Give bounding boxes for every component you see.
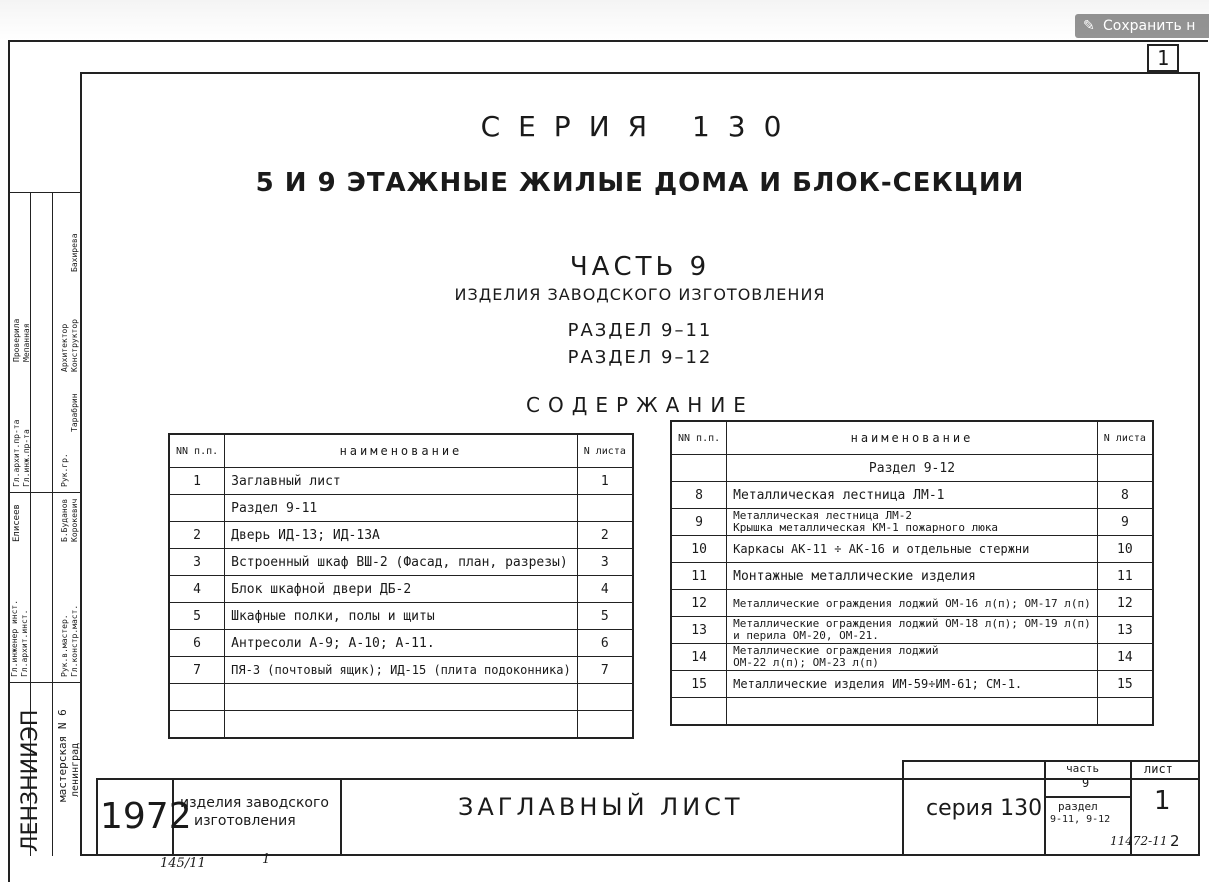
table-header-row [169,434,633,468]
save-button[interactable] [1075,14,1209,38]
role-group-head: Рук.гр. [60,453,69,487]
section-1-label: РАЗДЕЛ 9–11 [567,320,713,341]
col-header-name: наименование [225,434,578,468]
stamp-category-line2: изготовления [194,813,296,829]
table-row: 9 Металлическая лестница ЛМ-2 Крышка металлическая КМ-1 пожарного люка 9 [671,509,1153,536]
table-row: 12 Металлические ограждения лоджий ОМ-16 л(п); ОМ-17 л(п) 12 [671,590,1153,617]
page-number: 2 [1170,832,1180,850]
save-button-label: Сохранить н [1103,18,1196,34]
col-header-sheet: N листа [577,434,633,468]
stamp-category-line1: изделия заводского [180,795,329,811]
role-chief-engineer: Гл.инженер инст. [10,599,19,677]
stamp-section-label: раздел [1058,800,1098,813]
role-head-workshop: Рук.в.мастер. [60,614,69,677]
approval-name: Мепанная [22,323,31,362]
table-row: 1 Заглавный лист 1 [169,468,633,495]
stamp-series: серия 130 [926,796,1043,821]
table-row: 10 Каркасы АК-11 ÷ АК-16 и отдельные стержни 10 [671,536,1153,563]
table-header-row [671,421,1153,455]
name-korokevich: Корокевич [70,498,79,542]
table-row: 13 Металлические ограждения лоджий ОМ-18 л(п); ОМ-19 л(п) и перила ОМ-20, ОМ-21. 13 [671,617,1153,644]
sheet-number-box: 1 [1147,44,1179,72]
city-name: ленинград [70,742,81,797]
table-row: Раздел 9-11 [169,495,633,522]
table-row: 2 Дверь ИД-13; ИД-13А 2 [169,522,633,549]
part-title: ЧАСТЬ 9 [569,252,711,282]
items-subtitle: ИЗДЕЛИЯ ЗАВОДСКОГО ИЗГОТОВЛЕНИЯ [454,285,826,304]
table-row: 14 Металлические ограждения лоджий ОМ-22 л(п); ОМ-23 л(п) 14 [671,644,1153,671]
table-row: 11 Монтажные металлические изделия 11 [671,563,1153,590]
role-chief-engineer-project: Гл.инж.пр-та [22,429,31,487]
name-budanov: Б.Буданов [60,498,69,542]
houses-title: 5 И 9 ЭТАЖНЫЕ ЖИЛЫЕ ДОМА И БЛОК-СЕКЦИИ [255,168,1025,198]
col-header-num: NN п.п. [671,421,727,455]
table-row [671,698,1153,726]
stamp-section-value: 9-11, 9-12 [1050,814,1111,825]
contents-heading: СОДЕРЖАНИЕ [526,393,754,417]
role-chief-constructor: Гл.констр.маст. [70,604,79,677]
stamp-year: 1972 [100,796,192,837]
role-architect: Архитектор [60,323,69,372]
stamp-top-border [96,778,1200,780]
section-2-label: РАЗДЕЛ 9–12 [567,347,713,368]
workshop-name: мастерская N 6 [56,709,69,802]
stamp-sheet-value: 1 [1154,786,1171,816]
name-tarabrin: Тарабрин [70,393,79,432]
role-chief-architect-project: Гл.архит.пр-та [12,419,21,487]
series-title: СЕРИЯ 130 [480,110,800,143]
side-title-block [8,72,82,856]
table-row: Раздел 9-12 [671,455,1153,482]
org-name: ЛЕНЗНИИЭП [18,709,43,852]
stamp-part-label: часть [1066,762,1100,775]
stamp-title: ЗАГЛАВНЫЙ ЛИСТ [458,793,744,821]
toc-table-left [168,433,634,739]
table-row: 7 ПЯ-3 (почтовый ящик); ИД-15 (плита подоконника) 7 [169,657,633,684]
table-row: 6 Антресоли А-9; А-10; А-11. 6 [169,630,633,657]
col-header-num: NN п.п. [169,434,225,468]
toc-table-right [670,420,1154,726]
table-row: 3 Встроенный шкаф ВШ-2 (Фасад, план, разрезы) 3 [169,549,633,576]
col-header-name: наименование [727,421,1098,455]
table-row: 8 Металлическая лестница ЛМ-1 8 [671,482,1153,509]
top-bar [0,0,1209,40]
note-archive-number: 11472-11 [1110,834,1168,848]
name-bakhireva: Бахирева [70,233,79,272]
table-row: 4 Блок шкафной двери ДБ-2 4 [169,576,633,603]
table-row [169,684,633,711]
note-1: 1 [262,852,271,867]
name-eliseev: Елисеев [12,504,22,542]
role-constructor: Конструктор [70,319,79,372]
col-header-sheet: N листа [1097,421,1153,455]
stamp-sheet-label: лист [1144,762,1173,776]
stamp-part-value: 9 [1082,776,1090,790]
table-row [169,711,633,739]
role-chief-architect: Гл.архит.инст. [20,609,29,677]
table-row: 5 Шкафные полки, полы и щиты 5 [169,603,633,630]
approval-checked: Проверила [12,318,21,362]
table-row: 15 Металлические изделия ИМ-59÷ИМ-61; СМ-1. 15 [671,671,1153,698]
note-145-11: 145/11 [160,856,206,871]
save-icon: ✎ [1083,18,1095,34]
